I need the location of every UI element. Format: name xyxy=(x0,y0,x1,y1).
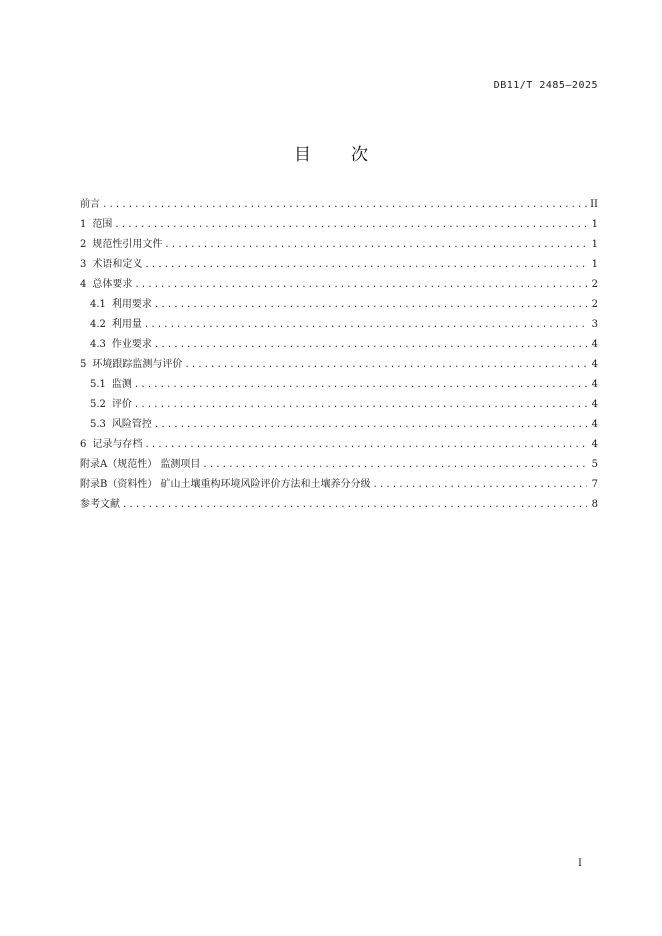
toc-dot-leader xyxy=(144,435,587,455)
toc-entry[interactable] xyxy=(80,435,598,455)
toc-dot-leader xyxy=(134,375,587,395)
toc-entry-number: 3 xyxy=(80,259,87,270)
toc-entry-number: 2 xyxy=(80,239,87,250)
toc-entry-page: 1 xyxy=(591,259,598,270)
toc-entry[interactable] xyxy=(80,215,598,235)
toc-entry[interactable] xyxy=(80,395,598,415)
toc-list xyxy=(80,195,598,515)
toc-entry-label: 附录A（规范性） 监测项目 xyxy=(80,459,201,470)
toc-entry-page: 4 xyxy=(591,379,598,390)
toc-title xyxy=(0,140,662,165)
standard-code: DB11/T 2485—2025 xyxy=(493,80,598,91)
toc-entry[interactable] xyxy=(80,415,598,435)
toc-dot-leader xyxy=(202,455,587,475)
page-number: I xyxy=(578,858,582,869)
toc-dot-leader xyxy=(164,235,587,255)
toc-dot-leader xyxy=(154,335,587,355)
toc-entry-number: 5.2 xyxy=(90,399,106,410)
toc-entry[interactable] xyxy=(80,195,598,215)
toc-entry[interactable] xyxy=(80,235,598,255)
toc-entry[interactable] xyxy=(80,275,598,295)
toc-entry-label: 作业要求 xyxy=(111,339,152,350)
toc-dot-leader xyxy=(144,315,587,335)
toc-dot-leader xyxy=(373,475,587,495)
toc-entry-page: 5 xyxy=(591,459,598,470)
toc-dot-leader xyxy=(102,195,587,215)
toc-entry-label: 参考文献 xyxy=(80,499,120,510)
toc-entry-label: 前言 xyxy=(80,199,100,210)
toc-dot-leader xyxy=(144,255,587,275)
toc-dot-leader xyxy=(154,295,587,315)
toc-entry-number: 6 xyxy=(80,439,87,450)
toc-entry[interactable] xyxy=(80,295,598,315)
toc-title-part1: 目 xyxy=(294,145,311,165)
toc-entry-number: 4 xyxy=(80,279,87,290)
toc-entry[interactable] xyxy=(80,335,598,355)
toc-entry-label: 术语和定义 xyxy=(92,259,143,270)
toc-title-part2: 次 xyxy=(351,145,368,165)
toc-entry-label: 评价 xyxy=(111,399,132,410)
toc-entry-number: 4.2 xyxy=(90,319,106,330)
toc-entry[interactable] xyxy=(80,455,598,475)
toc-entry-label: 记录与存档 xyxy=(92,439,143,450)
toc-dot-leader xyxy=(184,355,587,375)
toc-entry-number: 4.1 xyxy=(90,299,106,310)
toc-entry-page: 4 xyxy=(591,339,598,350)
toc-entry-label: 监测 xyxy=(111,379,132,390)
toc-entry-page: 4 xyxy=(591,419,598,430)
toc-entry[interactable] xyxy=(80,255,598,275)
toc-entry-number: 5 xyxy=(80,359,87,370)
toc-entry-number: 1 xyxy=(80,219,87,230)
toc-entry-label: 利用要求 xyxy=(111,299,152,310)
toc-dot-leader xyxy=(114,215,587,235)
toc-entry-page: 7 xyxy=(591,479,598,490)
toc-entry-page: 2 xyxy=(591,279,598,290)
toc-entry[interactable] xyxy=(80,355,598,375)
toc-entry[interactable] xyxy=(80,495,598,515)
toc-entry-page: 4 xyxy=(591,359,598,370)
toc-dot-leader xyxy=(134,395,587,415)
toc-entry-page: 1 xyxy=(591,239,598,250)
toc-entry-page: 1 xyxy=(591,219,598,230)
toc-entry-label: 风险管控 xyxy=(111,419,152,430)
toc-entry-label: 规范性引用文件 xyxy=(92,239,163,250)
toc-entry-label: 环境跟踪监测与评价 xyxy=(92,359,183,370)
toc-entry-label: 总体要求 xyxy=(92,279,133,290)
toc-entry-page: 2 xyxy=(591,299,598,310)
toc-entry-number: 5.1 xyxy=(90,379,106,390)
toc-entry[interactable] xyxy=(80,375,598,395)
toc-dot-leader xyxy=(134,275,587,295)
toc-dot-leader xyxy=(154,415,587,435)
toc-entry-page: 3 xyxy=(591,319,598,330)
toc-entry-page: 4 xyxy=(591,399,598,410)
toc-entry-label: 利用量 xyxy=(111,319,142,330)
toc-entry[interactable] xyxy=(80,315,598,335)
toc-entry-label: 范围 xyxy=(92,219,113,230)
toc-entry-number: 4.3 xyxy=(90,339,106,350)
toc-entry-page: 4 xyxy=(591,439,598,450)
toc-entry-page: 8 xyxy=(591,499,598,510)
toc-entry-label: 附录B（资料性） 矿山土壤重构环境风险评价方法和土壤养分分级 xyxy=(80,479,371,490)
toc-dot-leader xyxy=(122,495,587,515)
toc-entry-page: II xyxy=(590,199,598,210)
toc-entry-number: 5.3 xyxy=(90,419,106,430)
toc-entry[interactable] xyxy=(80,475,598,495)
